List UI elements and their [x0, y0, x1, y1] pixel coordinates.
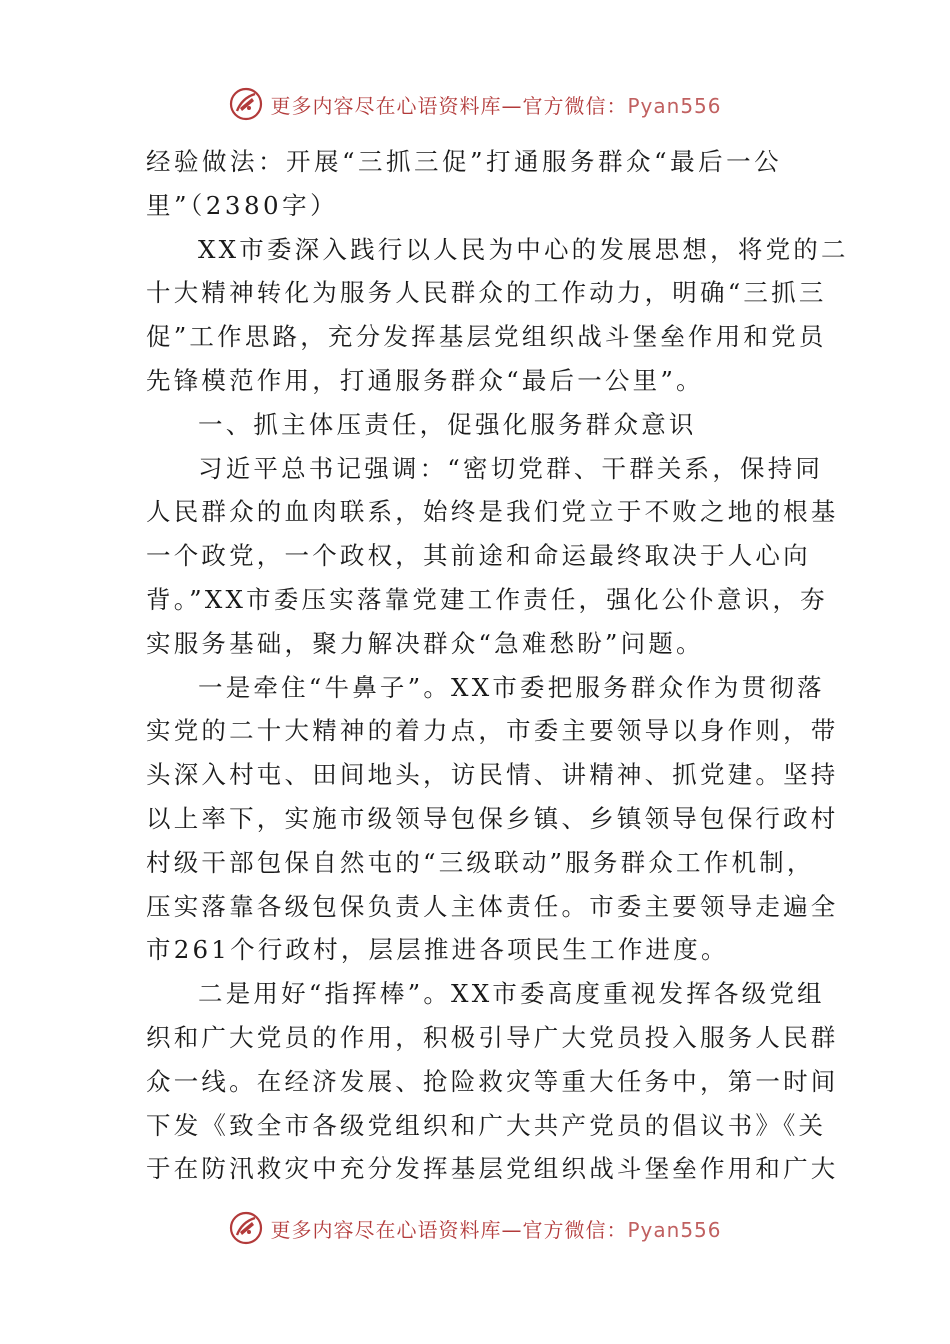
- text-line: 村级干部包保自然屯的“三级联动”服务群众工作机制，: [146, 847, 815, 877]
- text-line: 习近平总书记强调：“密切党群、干群关系，保持同: [198, 453, 824, 483]
- text-line: 先锋模范作用，打通服务群众“最后一公里”。: [146, 365, 704, 395]
- pen-logo-icon: [228, 86, 264, 122]
- text-line: 以上率下，实施市级领导包保乡镇、乡镇领导包保行政村: [146, 803, 839, 833]
- text-line: 下发《致全市各级党组织和广大共产党员的倡议书》《关: [146, 1110, 827, 1140]
- text-line: 促”工作思路，充分发挥基层党组织战斗堡垒作用和党员: [146, 322, 827, 352]
- text-line: 头深入村屯、田间地头，访民情、讲精神、抓党建。坚持: [146, 760, 839, 790]
- paragraph-point-two: [146, 972, 839, 1191]
- paragraph-intro: [146, 228, 849, 403]
- text-line: 一是牵住“牛鼻子”。XX市委把服务群众作为贯彻落: [198, 672, 825, 702]
- watermark-footer: [0, 1208, 950, 1248]
- text-line: 二是用好“指挥棒”。XX市委高度重视发挥各级党组: [198, 979, 825, 1009]
- title-line: 里”（2380字）: [146, 190, 339, 220]
- text-line: 于在防汛救灾中充分发挥基层党组织战斗堡垒作用和广大: [146, 1154, 839, 1184]
- text-line: XX市委深入践行以人民为中心的发展思想，将党的二: [198, 234, 849, 264]
- section-heading: [146, 403, 808, 447]
- text-line: 实服务基础，聚力解决群众“急难愁盼”问题。: [146, 628, 704, 658]
- text-line: 背。”XX市委压实落靠党建工作责任，强化公仆意识，夯: [146, 584, 828, 614]
- text-line: 压实落靠各级包保负责人主体责任。市委主要领导走遍全: [146, 891, 839, 921]
- text-line: 织和广大党员的作用，积极引导广大党员投入服务人民群: [146, 1022, 839, 1052]
- watermark-text: 更多内容尽在心语资料库—官方微信：Pyan556: [270, 1217, 722, 1242]
- title-line: 经验做法：开展“三抓三促”打通服务群众“最后一公: [146, 147, 783, 176]
- text-line: 市261个行政村，层层推进各项民生工作进度。: [146, 935, 729, 965]
- paragraph-point-one: [146, 666, 839, 973]
- text-line: 人民群众的血肉联系，始终是我们党立于不败之地的根基: [146, 497, 839, 527]
- text-line: 十大精神转化为服务人民群众的工作动力，明确“三抓三: [146, 278, 827, 308]
- heading-line: 一、抓主体压责任，促强化服务群众意识: [198, 409, 697, 439]
- text-line: 一个政党，一个政权，其前途和命运最终取决于人心向: [146, 541, 811, 571]
- watermark-header: [0, 84, 950, 124]
- pen-logo-icon: [228, 1210, 264, 1246]
- paragraph-quote: [146, 447, 839, 666]
- text-line: 实党的二十大精神的着力点，市委主要领导以身作则，带: [146, 716, 839, 746]
- watermark-text: 更多内容尽在心语资料库—官方微信：Pyan556: [270, 93, 722, 118]
- text-line: 众一线。在经济发展、抢险救灾等重大任务中，第一时间: [146, 1066, 839, 1096]
- document-title: [146, 140, 808, 228]
- document-body: [146, 140, 849, 1191]
